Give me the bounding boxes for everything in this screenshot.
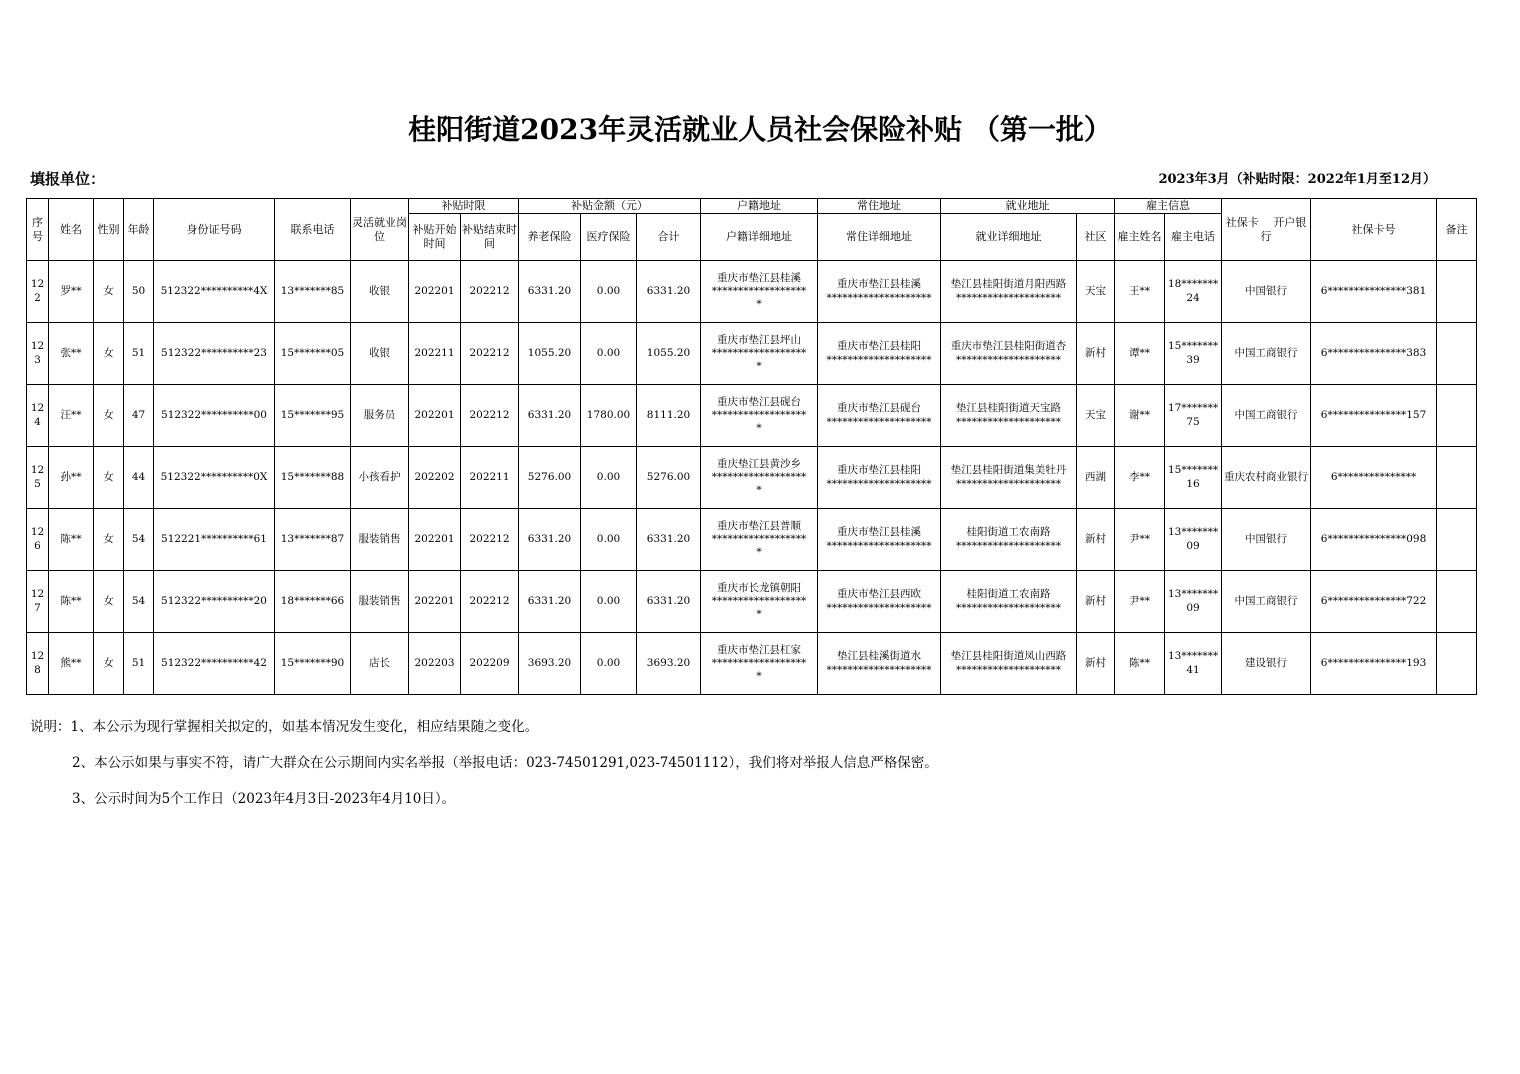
- cell-medical: 0.00: [581, 571, 637, 633]
- cell-medical: 0.00: [581, 633, 637, 695]
- cell-job: 收银: [351, 323, 409, 385]
- cell-work: [941, 571, 1077, 633]
- cell-phone: 13*******87: [275, 509, 351, 571]
- cell-start: 202201: [409, 571, 461, 633]
- work-mask: ********************: [956, 601, 1062, 614]
- cell-phone: 13*******85: [275, 261, 351, 323]
- cell-pension: 1055.20: [519, 323, 581, 385]
- cell-end: 202212: [461, 323, 519, 385]
- cell-seq: 125: [27, 447, 49, 509]
- header-residence-detail: 常住详细地址: [818, 214, 941, 261]
- employer-phone-suffix: 75: [1186, 415, 1200, 428]
- header-medical: 医疗保险: [581, 214, 637, 261]
- cell-employer-phone: [1165, 633, 1222, 695]
- cell-employer: 王**: [1115, 261, 1165, 323]
- cell-age: 47: [124, 385, 154, 447]
- residence-text: 重庆市垫江县桂阳: [837, 340, 922, 353]
- cell-phone: 15*******05: [275, 323, 351, 385]
- cell-gender: 女: [94, 571, 124, 633]
- cell-phone: 15*******88: [275, 447, 351, 509]
- residence-text: 重庆市垫江县桂溪: [837, 526, 922, 539]
- cell-community: 新村: [1077, 571, 1115, 633]
- residence-text: 重庆市垫江县西欧: [837, 588, 922, 601]
- cell-bank: 中国工商银行: [1222, 323, 1311, 385]
- note-2: 2、本公示如果与事实不符，请广大群众在公示期间内实名举报（举报电话：023-74501291,023-74501112），我们将对举报人信息严格保密。: [72, 755, 938, 771]
- cell-gender: 女: [94, 385, 124, 447]
- work-text: 桂阳街道工农南路: [966, 526, 1051, 539]
- cell-job: 服装销售: [351, 509, 409, 571]
- cell-bank: 中国银行: [1222, 261, 1311, 323]
- cell-job: 小孩看护: [351, 447, 409, 509]
- cell-phone: 15*******95: [275, 385, 351, 447]
- residence-text: 重庆市垫江县桂阳: [837, 464, 922, 477]
- cell-job: 服装销售: [351, 571, 409, 633]
- cell-community: 新村: [1077, 633, 1115, 695]
- header-employer-phone: 雇主电话: [1165, 214, 1222, 261]
- work-text: 垫江县桂阳街道凤山西路: [950, 650, 1067, 663]
- cell-community: 西湖: [1077, 447, 1115, 509]
- residence-text: 重庆市垫江县桂溪: [837, 278, 922, 291]
- header-remark: 备注: [1437, 199, 1477, 261]
- cell-age: 54: [124, 509, 154, 571]
- cell-card: 6***************157: [1311, 385, 1437, 447]
- header-work-detail: 就业详细地址: [941, 214, 1077, 261]
- cell-start: 202211: [409, 323, 461, 385]
- cell-residence: [818, 261, 941, 323]
- hukou-text: 重庆垫江县黄沙乡: [717, 457, 802, 470]
- table-row: [27, 385, 1477, 447]
- residence-mask: ********************: [826, 353, 932, 366]
- hukou-tail: *: [756, 546, 762, 559]
- employer-phone-prefix: 17*******: [1167, 402, 1219, 415]
- cell-job: 服务员: [351, 385, 409, 447]
- cell-employer-phone: [1165, 323, 1222, 385]
- cell-seq: 128: [27, 633, 49, 695]
- header-employer-group: 雇主信息: [1115, 199, 1222, 214]
- cell-hukou: [701, 261, 818, 323]
- hukou-tail: *: [756, 360, 762, 373]
- cell-total: 3693.20: [637, 633, 701, 695]
- work-mask: ********************: [956, 353, 1062, 366]
- cell-residence: [818, 571, 941, 633]
- subsidy-period: 2023年3月（补贴时限：2022年1月至12月）: [1158, 172, 1436, 187]
- residence-mask: ********************: [826, 477, 932, 490]
- cell-seq: 124: [27, 385, 49, 447]
- hukou-mask: ******************: [711, 346, 807, 359]
- hukou-tail: *: [756, 670, 762, 683]
- cell-remark: [1437, 633, 1477, 695]
- cell-total: 6331.20: [637, 261, 701, 323]
- cell-name: 孙**: [49, 447, 94, 509]
- work-mask: ********************: [956, 663, 1062, 676]
- cell-medical: 0.00: [581, 323, 637, 385]
- cell-bank: 建设银行: [1222, 633, 1311, 695]
- residence-mask: ********************: [826, 601, 932, 614]
- cell-residence: [818, 447, 941, 509]
- employer-phone-prefix: 13*******: [1167, 588, 1219, 601]
- hukou-text: 重庆市垫江县砚台: [717, 395, 802, 408]
- cell-employer-phone: [1165, 261, 1222, 323]
- residence-mask: ********************: [826, 539, 932, 552]
- table-row: [27, 509, 1477, 571]
- header-name: 姓名: [49, 199, 94, 261]
- cell-gender: 女: [94, 633, 124, 695]
- cell-end: 202212: [461, 385, 519, 447]
- employer-phone-prefix: 13*******: [1167, 650, 1219, 663]
- cell-gender: 女: [94, 323, 124, 385]
- cell-work: [941, 633, 1077, 695]
- cell-remark: [1437, 323, 1477, 385]
- cell-card: 6***************: [1311, 447, 1437, 509]
- cell-end: 202209: [461, 633, 519, 695]
- cell-remark: [1437, 509, 1477, 571]
- cell-bank: 中国工商银行: [1222, 571, 1311, 633]
- hukou-text: 重庆市垫江县桂溪: [717, 271, 802, 284]
- cell-card: 6***************381: [1311, 261, 1437, 323]
- cell-gender: 女: [94, 509, 124, 571]
- cell-medical: 1780.00: [581, 385, 637, 447]
- cell-id: 512322**********00: [154, 385, 275, 447]
- cell-seq: 126: [27, 509, 49, 571]
- cell-end: 202211: [461, 447, 519, 509]
- cell-age: 51: [124, 323, 154, 385]
- employer-phone-suffix: 09: [1186, 601, 1200, 614]
- header-card: 社保卡号: [1311, 199, 1437, 261]
- cell-gender: 女: [94, 261, 124, 323]
- hukou-tail: *: [756, 484, 762, 497]
- cell-age: 54: [124, 571, 154, 633]
- cell-work: [941, 323, 1077, 385]
- header-seq: 序号: [27, 199, 49, 261]
- employer-phone-prefix: 13*******: [1167, 526, 1219, 539]
- cell-id: 512221**********61: [154, 509, 275, 571]
- header-bank: 社保卡 开户银行: [1222, 199, 1311, 261]
- cell-residence: [818, 633, 941, 695]
- hukou-mask: ******************: [711, 594, 807, 607]
- cell-employer-phone: [1165, 385, 1222, 447]
- hukou-tail: *: [756, 298, 762, 311]
- employer-phone-suffix: 09: [1186, 539, 1200, 552]
- cell-total: 1055.20: [637, 323, 701, 385]
- employer-phone-prefix: 18*******: [1167, 278, 1219, 291]
- hukou-mask: ******************: [711, 532, 807, 545]
- header-period-group: 补贴时限: [409, 199, 519, 214]
- header-id: 身份证号码: [154, 199, 275, 261]
- employer-phone-suffix: 16: [1186, 477, 1200, 490]
- cell-age: 51: [124, 633, 154, 695]
- cell-hukou: [701, 571, 818, 633]
- page-title: 桂阳街道2023年灵活就业人员社会保险补贴 （第一批）: [408, 113, 1112, 146]
- cell-employer: 尹**: [1115, 571, 1165, 633]
- cell-start: 202201: [409, 509, 461, 571]
- cell-pension: 5276.00: [519, 447, 581, 509]
- work-text: 重庆市垫江县桂阳街道杏: [950, 340, 1067, 353]
- cell-card: 6***************193: [1311, 633, 1437, 695]
- cell-hukou: [701, 323, 818, 385]
- cell-employer: 谭**: [1115, 323, 1165, 385]
- cell-remark: [1437, 385, 1477, 447]
- header-community: 社区: [1077, 214, 1115, 261]
- note-1: 说明：1、本公示为现行掌握相关拟定的，如基本情况发生变化，相应结果随之变化。: [30, 719, 539, 735]
- note-3: 3、公示时间为5个工作日（2023年4月3日-2023年4月10日）。: [72, 791, 456, 807]
- employer-phone-suffix: 39: [1186, 353, 1200, 366]
- cell-total: 6331.20: [637, 509, 701, 571]
- cell-end: 202212: [461, 571, 519, 633]
- cell-bank: 重庆农村商业银行: [1222, 447, 1311, 509]
- residence-mask: ********************: [826, 415, 932, 428]
- cell-employer: 陈**: [1115, 633, 1165, 695]
- cell-id: 512322**********23: [154, 323, 275, 385]
- table-body: [27, 261, 1477, 695]
- cell-end: 202212: [461, 261, 519, 323]
- cell-work: [941, 385, 1077, 447]
- work-text: 垫江县桂阳街道月阳西路: [950, 278, 1067, 291]
- cell-pension: 6331.20: [519, 261, 581, 323]
- header-hukou-detail: 户籍详细地址: [701, 214, 818, 261]
- header-amount-group: 补贴金额（元）: [519, 199, 701, 214]
- cell-card: 6***************722: [1311, 571, 1437, 633]
- cell-start: 202203: [409, 633, 461, 695]
- table-row: [27, 261, 1477, 323]
- hukou-text: 重庆市长龙镇朝阳: [717, 581, 802, 594]
- cell-name: 陈**: [49, 571, 94, 633]
- cell-name: 陈**: [49, 509, 94, 571]
- employer-phone-suffix: 41: [1186, 663, 1200, 676]
- cell-employer-phone: [1165, 509, 1222, 571]
- cell-remark: [1437, 571, 1477, 633]
- cell-residence: [818, 323, 941, 385]
- cell-id: 512322**********0X: [154, 447, 275, 509]
- hukou-tail: *: [756, 608, 762, 621]
- cell-card: 6***************383: [1311, 323, 1437, 385]
- cell-job: 收银: [351, 261, 409, 323]
- cell-medical: 0.00: [581, 261, 637, 323]
- cell-employer: 李**: [1115, 447, 1165, 509]
- cell-community: 天宝: [1077, 385, 1115, 447]
- table-row: [27, 323, 1477, 385]
- residence-text: 垫江县桂溪街道水: [837, 650, 922, 663]
- cell-pension: 6331.20: [519, 509, 581, 571]
- cell-start: 202201: [409, 261, 461, 323]
- cell-phone: 15*******90: [275, 633, 351, 695]
- cell-pension: 6331.20: [519, 571, 581, 633]
- header-employer-name: 雇主姓名: [1115, 214, 1165, 261]
- hukou-mask: ******************: [711, 408, 807, 421]
- cell-total: 8111.20: [637, 385, 701, 447]
- cell-gender: 女: [94, 447, 124, 509]
- header-end: 补贴结束时间: [461, 214, 519, 261]
- table-row: [27, 447, 1477, 509]
- cell-remark: [1437, 261, 1477, 323]
- cell-total: 5276.00: [637, 447, 701, 509]
- residence-mask: ********************: [826, 663, 932, 676]
- cell-seq: 122: [27, 261, 49, 323]
- cell-name: 罗**: [49, 261, 94, 323]
- cell-hukou: [701, 509, 818, 571]
- work-text: 垫江县桂阳街道集美牡丹: [950, 464, 1067, 477]
- cell-pension: 6331.20: [519, 385, 581, 447]
- hukou-tail: *: [756, 422, 762, 435]
- hukou-text: 重庆市垫江县坪山: [717, 333, 802, 346]
- header-start: 补贴开始时间: [409, 214, 461, 261]
- header-hukou-group: 户籍地址: [701, 199, 818, 214]
- cell-hukou: [701, 385, 818, 447]
- cell-bank: 中国银行: [1222, 509, 1311, 571]
- cell-work: [941, 261, 1077, 323]
- notes-section: [30, 718, 938, 826]
- cell-name: 熊**: [49, 633, 94, 695]
- residence-text: 重庆市垫江县砚台: [837, 402, 922, 415]
- cell-job: 店长: [351, 633, 409, 695]
- header-age: 年龄: [124, 199, 154, 261]
- header-phone: 联系电话: [275, 199, 351, 261]
- cell-community: 新村: [1077, 509, 1115, 571]
- cell-start: 202201: [409, 385, 461, 447]
- work-mask: ********************: [956, 415, 1062, 428]
- cell-medical: 0.00: [581, 509, 637, 571]
- hukou-mask: ******************: [711, 656, 807, 669]
- cell-id: 512322**********42: [154, 633, 275, 695]
- cell-name: 张**: [49, 323, 94, 385]
- subsidy-table: [26, 198, 1477, 695]
- cell-remark: [1437, 447, 1477, 509]
- cell-seq: 123: [27, 323, 49, 385]
- header-pension: 养老保险: [519, 214, 581, 261]
- work-text: 垫江县桂阳街道天宝路: [956, 402, 1062, 415]
- header-gender: 性别: [94, 199, 124, 261]
- table-row: [27, 571, 1477, 633]
- cell-hukou: [701, 633, 818, 695]
- employer-phone-prefix: 15*******: [1167, 464, 1219, 477]
- employer-phone-prefix: 15*******: [1167, 340, 1219, 353]
- cell-age: 44: [124, 447, 154, 509]
- employer-phone-suffix: 24: [1186, 291, 1200, 304]
- hukou-text: 重庆市垫江县杠家: [717, 643, 802, 656]
- cell-community: 新村: [1077, 323, 1115, 385]
- cell-employer-phone: [1165, 447, 1222, 509]
- cell-bank: 中国工商银行: [1222, 385, 1311, 447]
- hukou-mask: ******************: [711, 470, 807, 483]
- cell-community: 天宝: [1077, 261, 1115, 323]
- residence-mask: ********************: [826, 291, 932, 304]
- cell-id: 512322**********20: [154, 571, 275, 633]
- cell-hukou: [701, 447, 818, 509]
- cell-name: 汪**: [49, 385, 94, 447]
- cell-end: 202212: [461, 509, 519, 571]
- cell-total: 6331.20: [637, 571, 701, 633]
- cell-work: [941, 447, 1077, 509]
- header-total: 合计: [637, 214, 701, 261]
- work-mask: ********************: [956, 291, 1062, 304]
- cell-medical: 0.00: [581, 447, 637, 509]
- hukou-mask: ******************: [711, 284, 807, 297]
- cell-employer-phone: [1165, 571, 1222, 633]
- header-residence-group: 常住地址: [818, 199, 941, 214]
- cell-employer: 谢**: [1115, 385, 1165, 447]
- work-mask: ********************: [956, 477, 1062, 490]
- cell-card: 6***************098: [1311, 509, 1437, 571]
- cell-id: 512322**********4X: [154, 261, 275, 323]
- work-text: 桂阳街道工农南路: [966, 588, 1051, 601]
- header-job: 灵活就业岗位: [351, 199, 409, 261]
- work-mask: ********************: [956, 539, 1062, 552]
- cell-seq: 127: [27, 571, 49, 633]
- header-work-group: 就业地址: [941, 199, 1115, 214]
- cell-work: [941, 509, 1077, 571]
- hukou-text: 重庆市垫江县普顺: [717, 519, 802, 532]
- cell-phone: 18*******66: [275, 571, 351, 633]
- cell-start: 202202: [409, 447, 461, 509]
- cell-residence: [818, 509, 941, 571]
- cell-pension: 3693.20: [519, 633, 581, 695]
- reporting-unit-label: 填报单位：: [30, 170, 106, 188]
- cell-employer: 尹**: [1115, 509, 1165, 571]
- table-row: [27, 633, 1477, 695]
- cell-residence: [818, 385, 941, 447]
- cell-age: 50: [124, 261, 154, 323]
